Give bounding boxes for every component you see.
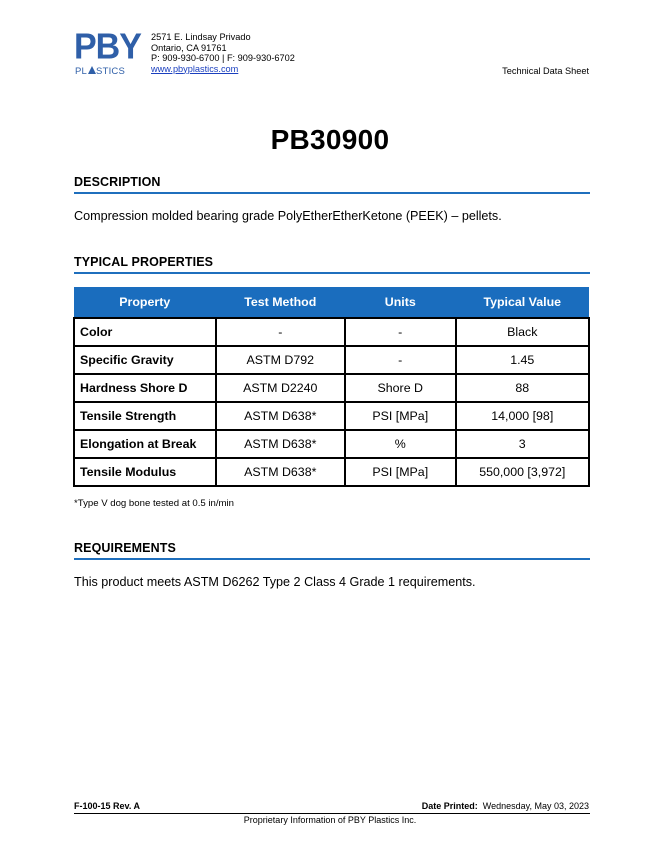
property-cell: Hardness Shore D <box>74 374 216 402</box>
units-cell: - <box>345 346 456 374</box>
logo-triangle-icon <box>88 66 96 74</box>
table-row <box>74 430 589 458</box>
column-header: Units <box>345 287 456 318</box>
column-header: Typical Value <box>456 287 589 318</box>
footer-divider <box>74 813 590 814</box>
logo-subtext-part1: PL <box>75 66 88 77</box>
test-method-cell: ASTM D638* <box>216 402 345 430</box>
units-cell: PSI [MPa] <box>345 402 456 430</box>
value-cell: 88 <box>456 374 589 402</box>
table-row <box>74 346 589 374</box>
value-cell: Black <box>456 318 589 346</box>
table-header-row <box>74 287 589 318</box>
test-method-cell: ASTM D638* <box>216 430 345 458</box>
website-link[interactable]: www.pbyplastics.com <box>151 63 239 74</box>
column-header: Test Method <box>216 287 345 318</box>
company-address <box>151 32 295 74</box>
value-cell: 14,000 [98] <box>456 402 589 430</box>
logo-subtext-part2: STICS <box>96 66 126 77</box>
form-id: F-100-15 Rev. A <box>74 801 141 811</box>
requirements-heading: REQUIREMENTS <box>74 541 590 560</box>
test-method-cell: ASTM D638* <box>216 458 345 486</box>
units-cell: - <box>345 318 456 346</box>
requirements-text: This product meets ASTM D6262 Type 2 Class 4 Grade 1 requirements. <box>74 575 476 589</box>
property-cell: Specific Gravity <box>74 346 216 374</box>
table-row <box>74 402 589 430</box>
proprietary-notice: Proprietary Information of PBY Plastics Inc. <box>243 815 417 825</box>
test-method-cell: ASTM D792 <box>216 346 345 374</box>
date-printed <box>422 801 589 811</box>
table-footnote: *Type V dog bone tested at 0.5 in/min <box>74 498 235 509</box>
date-label: Date Printed: <box>421 801 478 811</box>
sheet-type-label: Technical Data Sheet <box>502 66 589 76</box>
units-cell: PSI [MPa] <box>345 458 456 486</box>
date-value: Wednesday, May 03, 2023 <box>482 801 589 811</box>
logo-text: PBY <box>74 27 141 67</box>
property-cell: Elongation at Break <box>74 430 216 458</box>
properties-table <box>73 287 590 487</box>
column-header: Property <box>74 287 216 318</box>
units-cell: % <box>345 430 456 458</box>
pby-logo <box>74 27 141 81</box>
description-text: Compression molded bearing grade PolyEtherEtherKetone (PEEK) – pellets. <box>74 209 502 223</box>
properties-heading: TYPICAL PROPERTIES <box>74 255 590 274</box>
value-cell: 550,000 [3,972] <box>456 458 589 486</box>
units-cell: Shore D <box>345 374 456 402</box>
description-heading: DESCRIPTION <box>74 175 590 194</box>
value-cell: 3 <box>456 430 589 458</box>
property-cell: Tensile Strength <box>74 402 216 430</box>
test-method-cell: ASTM D2240 <box>216 374 345 402</box>
property-cell: Color <box>74 318 216 346</box>
logo-subtext <box>75 66 125 77</box>
address-line-1: 2571 E. Lindsay Privado <box>151 32 251 42</box>
test-method-cell: - <box>216 318 345 346</box>
phone-fax: P: 909-930-6700 | F: 909-930-6702 <box>151 53 295 63</box>
table-row <box>74 374 589 402</box>
table-row <box>74 318 589 346</box>
table-row <box>74 458 589 486</box>
address-line-2: Ontario, CA 91761 <box>151 42 227 53</box>
property-cell: Tensile Modulus <box>74 458 216 486</box>
value-cell: 1.45 <box>456 346 589 374</box>
product-title: PB30900 <box>270 124 390 155</box>
